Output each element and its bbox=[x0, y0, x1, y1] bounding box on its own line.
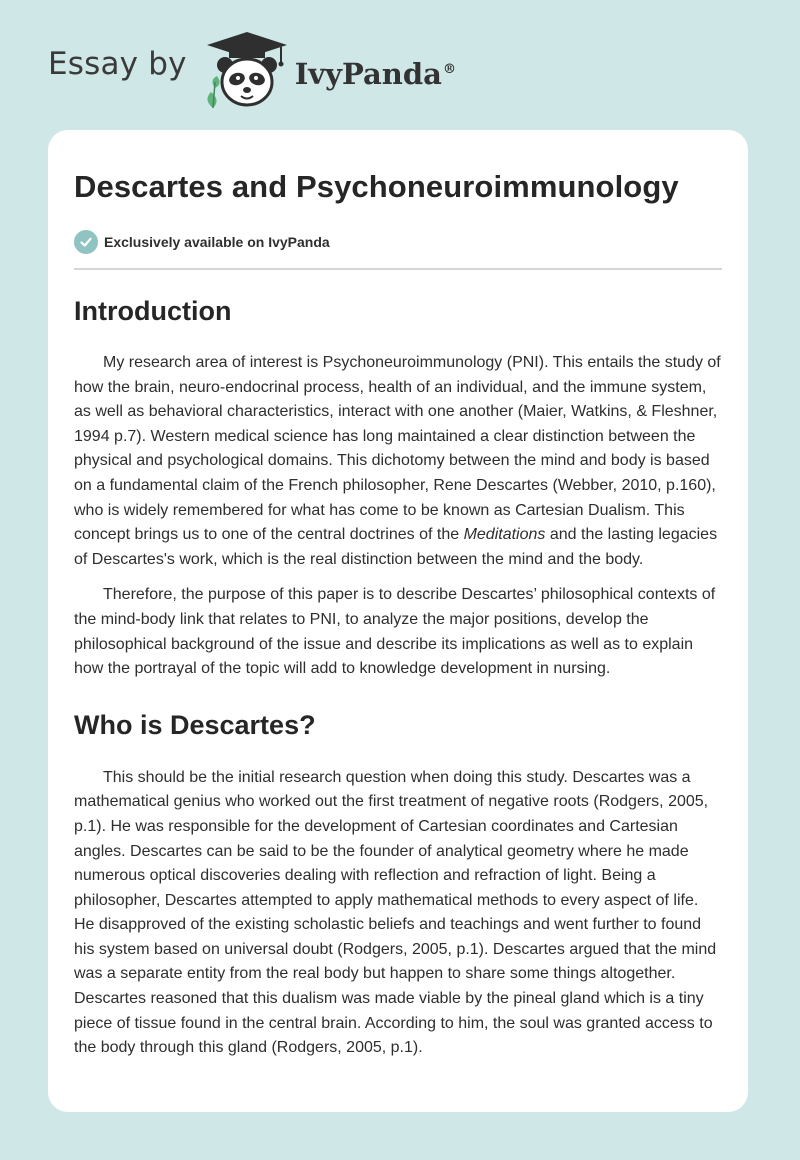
paragraph-text: and the lasting legacies of Descartes's work, which is the real distinction between the mind and the body. bbox=[74, 526, 718, 568]
brand-header bbox=[48, 30, 456, 110]
paragraph bbox=[74, 351, 722, 572]
section-heading-who-is-descartes: Who is Descartes? bbox=[74, 709, 316, 740]
exclusive-badge bbox=[74, 229, 722, 255]
italic-title: Meditations bbox=[463, 526, 546, 544]
page-title: Descartes and Psychoneuroimmunology bbox=[74, 169, 679, 204]
paragraph: This should be the initial research question when doing this study. Descartes was a mathematical genius who worked out the first treatment of negative roots (Rodgers, 2005, p.1). He was responsible for the development of Cartesian coordinates and Cartesian angles. Descartes can be said to be the founder of analytical geometry where he made numerous optical discoveries dealing with reflection and refraction of light. Being a philosopher, Descartes attempted to apply mathematical methods to every aspect of life. He disapproved of the existing scholastic beliefs and teachings and went further to found his system based on universal doubt (Rodgers, 2005, p.1). Descartes argued that the mind was a separate entity from the real body but happen to share some things altogether. Descartes reasoned that this dualism was made viable by the pineal gland which is a tiny piece of tissue found in the central brain. According to him, the soul was granted access to the body through this gland (Rodgers, 2005, p.1). bbox=[74, 768, 717, 1057]
brand-prefix: Essay by bbox=[48, 46, 187, 82]
brand-name-text: IvyPanda bbox=[294, 57, 442, 91]
check-icon bbox=[74, 230, 98, 254]
divider bbox=[74, 268, 722, 270]
checkmark-glyph bbox=[79, 235, 93, 249]
exclusive-label: Exclusively available on IvyPanda bbox=[104, 234, 330, 250]
panda-logo-icon bbox=[201, 30, 293, 110]
paragraph-text: My research area of interest is Psychoneuroimmunology (PNI). This entails the study of how the brain, neuro-endocrinal process, health of an individual, and the immune system, as well as behavioral characteristics, interact with one another (Maier, Watkins, & Fleshner, 1994 p.7). Western medical science has long maintained a clear distinction between the physical and psychological domains. This dichotomy between the mind and body is based on a fundamental claim of the French philosopher, Rene Descartes (Webber, 2010, p.160), who is widely remembered for what has come to be known as Cartesian Dualism. This concept brings us to one of the central doctrines of the bbox=[74, 354, 721, 544]
section-heading-introduction: Introduction bbox=[74, 296, 232, 326]
essay-card bbox=[48, 130, 748, 1112]
brand-registered-mark: ® bbox=[442, 62, 456, 78]
paragraph: Therefore, the purpose of this paper is to describe Descartes’ philosophical contexts of the mind-body link that relates to PNI, to analyze the major positions, develop the philosophical background of the issue and describe its implications as well as to explain how the portrayal of the topic will add to knowledge development in nursing. bbox=[74, 586, 716, 678]
brand-name bbox=[295, 57, 456, 91]
